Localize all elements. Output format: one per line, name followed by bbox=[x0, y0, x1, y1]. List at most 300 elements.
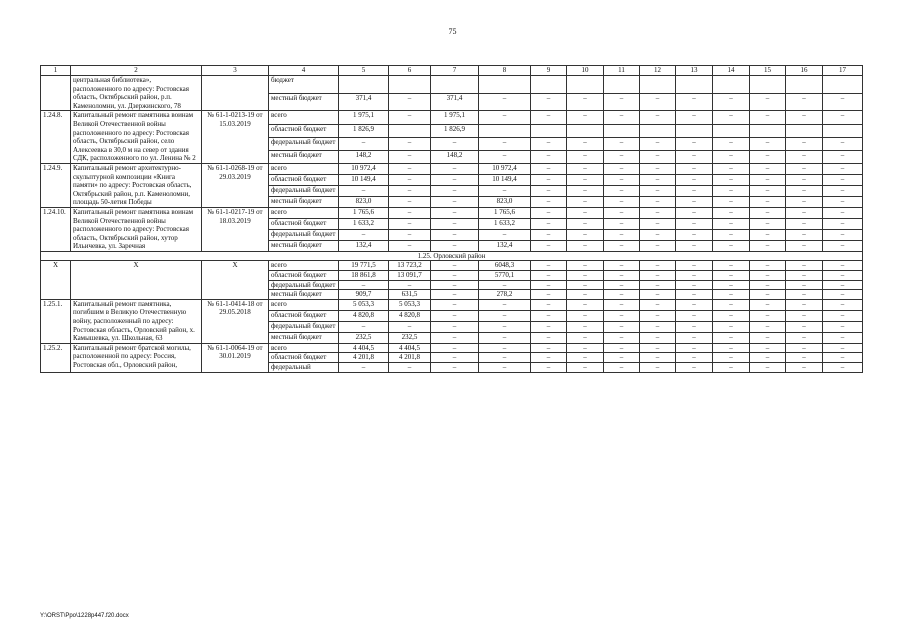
funding-source: областной бюджет bbox=[269, 310, 339, 321]
item-number bbox=[41, 76, 71, 111]
funding-source: местный бюджет bbox=[269, 290, 339, 300]
object-name: Х bbox=[71, 261, 202, 299]
amount-cell: – bbox=[640, 280, 676, 290]
amount-cell: – bbox=[640, 353, 676, 363]
amount-cell: – bbox=[604, 310, 640, 321]
amount-cell: – bbox=[389, 185, 431, 196]
amount-cell: – bbox=[531, 240, 567, 251]
amount-cell: – bbox=[479, 321, 531, 332]
amount-cell: – bbox=[750, 332, 786, 343]
amount-cell: – bbox=[676, 174, 713, 185]
amount-cell: – bbox=[786, 321, 823, 332]
amount-cell: – bbox=[640, 321, 676, 332]
amount-cell bbox=[431, 76, 479, 94]
amount-cell: 371,4 bbox=[431, 93, 479, 111]
amount-cell: – bbox=[750, 111, 786, 124]
file-path-footer: Y:\ORST\Ppo\1228p447.f20.docx bbox=[40, 613, 129, 619]
object-name: центральная библиотека», расположенного по адресу: Ростовская область, Октябрьский район, р.п. Каменоломни, ул. Дзержинского, 78 bbox=[71, 76, 202, 111]
amount-cell: – bbox=[823, 363, 863, 373]
amount-cell: – bbox=[604, 229, 640, 240]
amount-cell: – bbox=[713, 150, 750, 163]
amount-cell: – bbox=[676, 196, 713, 207]
amount-cell: – bbox=[339, 185, 389, 196]
amount-cell: 232,5 bbox=[389, 332, 431, 343]
amount-cell: – bbox=[567, 111, 604, 124]
amount-cell: – bbox=[567, 290, 604, 300]
amount-cell: 1 826,9 bbox=[339, 124, 389, 137]
amount-cell: – bbox=[567, 174, 604, 185]
amount-cell: – bbox=[431, 137, 479, 150]
amount-cell: – bbox=[676, 218, 713, 229]
amount-cell bbox=[604, 124, 640, 137]
header-cell: 14 bbox=[713, 66, 750, 76]
funding-source: всего bbox=[269, 343, 339, 353]
amount-cell: – bbox=[823, 150, 863, 163]
amount-cell: – bbox=[823, 196, 863, 207]
amount-cell: – bbox=[786, 240, 823, 251]
amount-cell: – bbox=[479, 150, 531, 163]
amount-cell: – bbox=[750, 343, 786, 353]
amount-cell: – bbox=[567, 332, 604, 343]
amount-cell: – bbox=[676, 185, 713, 196]
amount-cell: – bbox=[567, 137, 604, 150]
amount-cell: 1 975,1 bbox=[431, 111, 479, 124]
funding-source: областной бюджет bbox=[269, 271, 339, 281]
funding-source: федеральный бюджет bbox=[269, 185, 339, 196]
amount-cell: – bbox=[823, 310, 863, 321]
amount-cell bbox=[713, 76, 750, 94]
amount-cell: – bbox=[531, 137, 567, 150]
amount-cell: – bbox=[676, 207, 713, 218]
amount-cell: – bbox=[567, 280, 604, 290]
amount-cell: – bbox=[431, 240, 479, 251]
amount-cell: – bbox=[640, 207, 676, 218]
amount-cell: – bbox=[676, 93, 713, 111]
amount-cell: – bbox=[567, 343, 604, 353]
amount-cell: – bbox=[750, 93, 786, 111]
table-row bbox=[41, 163, 863, 174]
amount-cell: 13 723,2 bbox=[389, 261, 431, 271]
amount-cell: – bbox=[431, 185, 479, 196]
amount-cell: – bbox=[750, 150, 786, 163]
amount-cell: – bbox=[713, 321, 750, 332]
amount-cell: – bbox=[389, 218, 431, 229]
header-cell: 9 bbox=[531, 66, 567, 76]
amount-cell: – bbox=[786, 332, 823, 343]
amount-cell: 10 149,4 bbox=[479, 174, 531, 185]
amount-cell: – bbox=[640, 196, 676, 207]
amount-cell: – bbox=[823, 280, 863, 290]
amount-cell: – bbox=[823, 321, 863, 332]
amount-cell: – bbox=[750, 240, 786, 251]
funding-source: федеральный бюджет bbox=[269, 137, 339, 150]
amount-cell: 5 053,3 bbox=[389, 299, 431, 310]
funding-source: всего bbox=[269, 261, 339, 271]
amount-cell: – bbox=[823, 137, 863, 150]
amount-cell: – bbox=[713, 111, 750, 124]
amount-cell: – bbox=[389, 229, 431, 240]
object-name: Капитальный ремонт памятника воинам Великой Отечественной войны расположенного по адресу: Ростовская область, Октябрьский район, село Алексеевка в 30,0 м на север от здания СДК, расположенного по ул. Ленина № 2 bbox=[71, 111, 202, 164]
header-cell: 4 bbox=[269, 66, 339, 76]
amount-cell: – bbox=[389, 363, 431, 373]
expertise-doc: № 61-1-0217-19 от 18.03.2019 bbox=[202, 207, 269, 251]
amount-cell: – bbox=[431, 196, 479, 207]
amount-cell: 132,4 bbox=[339, 240, 389, 251]
amount-cell: 823,0 bbox=[479, 196, 531, 207]
amount-cell bbox=[750, 124, 786, 137]
amount-cell: – bbox=[567, 93, 604, 111]
funding-source: областной бюджет bbox=[269, 124, 339, 137]
amount-cell: – bbox=[479, 363, 531, 373]
amount-cell: – bbox=[713, 196, 750, 207]
amount-cell: – bbox=[640, 174, 676, 185]
amount-cell: 1 765,6 bbox=[339, 207, 389, 218]
amount-cell: 823,0 bbox=[339, 196, 389, 207]
amount-cell: – bbox=[339, 280, 389, 290]
amount-cell: – bbox=[389, 280, 431, 290]
amount-cell: – bbox=[431, 332, 479, 343]
amount-cell: – bbox=[676, 261, 713, 271]
amount-cell: – bbox=[823, 163, 863, 174]
funding-source: всего bbox=[269, 163, 339, 174]
amount-cell: – bbox=[531, 185, 567, 196]
amount-cell: 4 201,8 bbox=[339, 353, 389, 363]
amount-cell: – bbox=[750, 290, 786, 300]
funding-source: областной бюджет bbox=[269, 218, 339, 229]
amount-cell: – bbox=[786, 174, 823, 185]
amount-cell bbox=[786, 76, 823, 94]
amount-cell: – bbox=[479, 332, 531, 343]
amount-cell: – bbox=[676, 137, 713, 150]
amount-cell: – bbox=[567, 310, 604, 321]
amount-cell: – bbox=[676, 332, 713, 343]
amount-cell: – bbox=[750, 299, 786, 310]
expertise-doc bbox=[202, 76, 269, 111]
section-title: 1.25. Орловский район bbox=[41, 251, 863, 261]
amount-cell: – bbox=[750, 174, 786, 185]
amount-cell: – bbox=[567, 229, 604, 240]
amount-cell: – bbox=[531, 310, 567, 321]
amount-cell: 148,2 bbox=[339, 150, 389, 163]
amount-cell: – bbox=[823, 111, 863, 124]
amount-cell: – bbox=[713, 93, 750, 111]
amount-cell: 1 975,1 bbox=[339, 111, 389, 124]
amount-cell: – bbox=[567, 150, 604, 163]
header-cell: 10 bbox=[567, 66, 604, 76]
amount-cell: – bbox=[713, 310, 750, 321]
amount-cell: 13 091,7 bbox=[389, 271, 431, 281]
amount-cell: – bbox=[389, 137, 431, 150]
amount-cell: – bbox=[676, 280, 713, 290]
amount-cell: 19 771,5 bbox=[339, 261, 389, 271]
budget-table bbox=[40, 65, 863, 373]
amount-cell: – bbox=[640, 332, 676, 343]
amount-cell: – bbox=[676, 310, 713, 321]
amount-cell bbox=[640, 124, 676, 137]
amount-cell: – bbox=[531, 163, 567, 174]
amount-cell bbox=[479, 124, 531, 137]
amount-cell: – bbox=[604, 261, 640, 271]
amount-cell: 10 972,4 bbox=[479, 163, 531, 174]
amount-cell: – bbox=[640, 363, 676, 373]
amount-cell: – bbox=[750, 280, 786, 290]
amount-cell: – bbox=[531, 290, 567, 300]
amount-cell: – bbox=[604, 353, 640, 363]
amount-cell: – bbox=[389, 150, 431, 163]
amount-cell: – bbox=[713, 332, 750, 343]
amount-cell: – bbox=[431, 229, 479, 240]
amount-cell: – bbox=[567, 353, 604, 363]
amount-cell: – bbox=[531, 261, 567, 271]
header-cell: 8 bbox=[479, 66, 531, 76]
amount-cell: 5 053,3 bbox=[339, 299, 389, 310]
expertise-doc: № 61-1-0064-19 от 30.01.2019 bbox=[202, 343, 269, 372]
amount-cell: – bbox=[604, 299, 640, 310]
amount-cell: 5770,1 bbox=[479, 271, 531, 281]
amount-cell: – bbox=[676, 343, 713, 353]
amount-cell: – bbox=[389, 240, 431, 251]
amount-cell: – bbox=[567, 240, 604, 251]
header-cell: 6 bbox=[389, 66, 431, 76]
amount-cell: – bbox=[531, 111, 567, 124]
header-cell: 7 bbox=[431, 66, 479, 76]
page-number: 75 bbox=[448, 27, 457, 36]
amount-cell: 631,5 bbox=[389, 290, 431, 300]
header-cell: 13 bbox=[676, 66, 713, 76]
amount-cell: – bbox=[389, 207, 431, 218]
amount-cell: – bbox=[567, 271, 604, 281]
amount-cell: – bbox=[604, 271, 640, 281]
amount-cell: – bbox=[713, 174, 750, 185]
amount-cell: – bbox=[676, 299, 713, 310]
table-row bbox=[41, 343, 863, 353]
amount-cell: – bbox=[567, 196, 604, 207]
amount-cell: – bbox=[823, 271, 863, 281]
amount-cell bbox=[567, 76, 604, 94]
amount-cell: – bbox=[823, 218, 863, 229]
amount-cell: – bbox=[531, 353, 567, 363]
amount-cell: – bbox=[823, 240, 863, 251]
amount-cell bbox=[479, 76, 531, 94]
amount-cell: – bbox=[786, 111, 823, 124]
amount-cell: – bbox=[531, 321, 567, 332]
amount-cell: – bbox=[531, 332, 567, 343]
amount-cell: – bbox=[750, 207, 786, 218]
amount-cell: – bbox=[640, 150, 676, 163]
amount-cell bbox=[567, 124, 604, 137]
amount-cell: – bbox=[479, 93, 531, 111]
amount-cell: – bbox=[431, 343, 479, 353]
header-cell: 5 bbox=[339, 66, 389, 76]
funding-source: местный бюджет bbox=[269, 240, 339, 251]
amount-cell: – bbox=[823, 353, 863, 363]
amount-cell: – bbox=[713, 343, 750, 353]
amount-cell: 6048,3 bbox=[479, 261, 531, 271]
amount-cell: 909,7 bbox=[339, 290, 389, 300]
amount-cell: – bbox=[786, 261, 823, 271]
amount-cell: – bbox=[823, 343, 863, 353]
amount-cell bbox=[676, 76, 713, 94]
amount-cell: – bbox=[713, 218, 750, 229]
funding-source: федеральный бюджет bbox=[269, 280, 339, 290]
amount-cell: – bbox=[640, 271, 676, 281]
amount-cell: – bbox=[640, 299, 676, 310]
header-cell: 17 bbox=[823, 66, 863, 76]
amount-cell: – bbox=[640, 93, 676, 111]
funding-source: местный бюджет bbox=[269, 150, 339, 163]
amount-cell: – bbox=[339, 229, 389, 240]
object-name: Капитальный ремонт братской могилы, расположенной по адресу: Россия, Ростовская обл., Орловский район, bbox=[71, 343, 202, 372]
amount-cell: – bbox=[713, 240, 750, 251]
table-row bbox=[41, 76, 863, 94]
table-row bbox=[41, 207, 863, 218]
amount-cell: – bbox=[567, 207, 604, 218]
amount-cell: 1 826,9 bbox=[431, 124, 479, 137]
amount-cell bbox=[339, 76, 389, 94]
amount-cell bbox=[389, 76, 431, 94]
amount-cell: – bbox=[431, 163, 479, 174]
amount-cell: – bbox=[431, 271, 479, 281]
funding-source: федеральный bbox=[269, 363, 339, 373]
amount-cell: – bbox=[786, 299, 823, 310]
amount-cell bbox=[713, 124, 750, 137]
header-cell: 12 bbox=[640, 66, 676, 76]
amount-cell: – bbox=[750, 218, 786, 229]
amount-cell: – bbox=[676, 271, 713, 281]
amount-cell: – bbox=[389, 111, 431, 124]
amount-cell: 371,4 bbox=[339, 93, 389, 111]
amount-cell: – bbox=[713, 185, 750, 196]
amount-cell: – bbox=[786, 218, 823, 229]
amount-cell: – bbox=[604, 332, 640, 343]
amount-cell: 4 404,5 bbox=[389, 343, 431, 353]
item-number: 1.25.1. bbox=[41, 299, 71, 343]
amount-cell: – bbox=[479, 353, 531, 363]
amount-cell: – bbox=[604, 343, 640, 353]
amount-cell: – bbox=[389, 163, 431, 174]
header-cell: 16 bbox=[786, 66, 823, 76]
amount-cell: – bbox=[676, 353, 713, 363]
amount-cell: – bbox=[531, 218, 567, 229]
amount-cell bbox=[531, 76, 567, 94]
amount-cell: – bbox=[750, 196, 786, 207]
amount-cell: – bbox=[713, 363, 750, 373]
amount-cell: 278,2 bbox=[479, 290, 531, 300]
amount-cell: – bbox=[786, 207, 823, 218]
amount-cell: 1 633,2 bbox=[479, 218, 531, 229]
amount-cell: – bbox=[431, 363, 479, 373]
amount-cell: – bbox=[604, 174, 640, 185]
amount-cell: – bbox=[604, 218, 640, 229]
amount-cell: – bbox=[640, 310, 676, 321]
amount-cell bbox=[604, 76, 640, 94]
amount-cell: – bbox=[431, 321, 479, 332]
amount-cell: – bbox=[676, 111, 713, 124]
section-row bbox=[41, 251, 863, 261]
funding-source: областной бюджет bbox=[269, 353, 339, 363]
amount-cell: – bbox=[431, 207, 479, 218]
header-row bbox=[41, 66, 863, 76]
amount-cell: – bbox=[531, 229, 567, 240]
amount-cell: – bbox=[339, 321, 389, 332]
amount-cell: – bbox=[676, 229, 713, 240]
amount-cell: 18 861,8 bbox=[339, 271, 389, 281]
amount-cell: – bbox=[567, 261, 604, 271]
table-row bbox=[41, 261, 863, 271]
amount-cell: – bbox=[823, 207, 863, 218]
amount-cell: – bbox=[531, 271, 567, 281]
amount-cell: – bbox=[531, 93, 567, 111]
amount-cell: – bbox=[750, 271, 786, 281]
amount-cell: – bbox=[713, 271, 750, 281]
amount-cell: – bbox=[676, 150, 713, 163]
amount-cell: – bbox=[389, 321, 431, 332]
amount-cell: – bbox=[479, 111, 531, 124]
amount-cell: – bbox=[531, 207, 567, 218]
amount-cell: – bbox=[479, 310, 531, 321]
amount-cell bbox=[786, 124, 823, 137]
amount-cell: – bbox=[676, 240, 713, 251]
amount-cell: – bbox=[431, 174, 479, 185]
amount-cell: – bbox=[531, 363, 567, 373]
amount-cell: – bbox=[823, 299, 863, 310]
amount-cell: – bbox=[567, 218, 604, 229]
amount-cell: – bbox=[713, 353, 750, 363]
amount-cell: 4 404,5 bbox=[339, 343, 389, 353]
header-cell: 11 bbox=[604, 66, 640, 76]
funding-source: всего bbox=[269, 207, 339, 218]
funding-source: всего bbox=[269, 111, 339, 124]
amount-cell: 4 820,8 bbox=[339, 310, 389, 321]
amount-cell: – bbox=[786, 271, 823, 281]
amount-cell: – bbox=[531, 150, 567, 163]
amount-cell: – bbox=[604, 207, 640, 218]
header-cell: 15 bbox=[750, 66, 786, 76]
amount-cell: – bbox=[567, 185, 604, 196]
amount-cell: – bbox=[750, 137, 786, 150]
amount-cell: – bbox=[786, 280, 823, 290]
object-name: Капитальный ремонт памятника, погибшим в Великую Отечественную войну, расположенный по адресу: Ростовская область, Орловский район, х. Камышевка, ул. Школьная, 63 bbox=[71, 299, 202, 343]
amount-cell: – bbox=[604, 240, 640, 251]
amount-cell: – bbox=[750, 353, 786, 363]
amount-cell: – bbox=[786, 163, 823, 174]
amount-cell: – bbox=[640, 229, 676, 240]
amount-cell: – bbox=[339, 363, 389, 373]
amount-cell: – bbox=[676, 290, 713, 300]
amount-cell: – bbox=[479, 229, 531, 240]
table-row bbox=[41, 111, 863, 124]
amount-cell: – bbox=[640, 163, 676, 174]
amount-cell: – bbox=[713, 207, 750, 218]
amount-cell: – bbox=[531, 280, 567, 290]
amount-cell: – bbox=[713, 137, 750, 150]
amount-cell: 10 972,4 bbox=[339, 163, 389, 174]
amount-cell: – bbox=[431, 290, 479, 300]
amount-cell: – bbox=[431, 261, 479, 271]
funding-source: местный бюджет bbox=[269, 196, 339, 207]
amount-cell: – bbox=[713, 280, 750, 290]
amount-cell: – bbox=[479, 280, 531, 290]
amount-cell: – bbox=[531, 299, 567, 310]
amount-cell: – bbox=[531, 174, 567, 185]
amount-cell: – bbox=[786, 353, 823, 363]
amount-cell: – bbox=[750, 163, 786, 174]
amount-cell: – bbox=[786, 363, 823, 373]
amount-cell: – bbox=[786, 93, 823, 111]
amount-cell: – bbox=[640, 343, 676, 353]
expertise-doc: № 61-1-0213-19 от 15.03.2019 bbox=[202, 111, 269, 164]
amount-cell: – bbox=[786, 185, 823, 196]
